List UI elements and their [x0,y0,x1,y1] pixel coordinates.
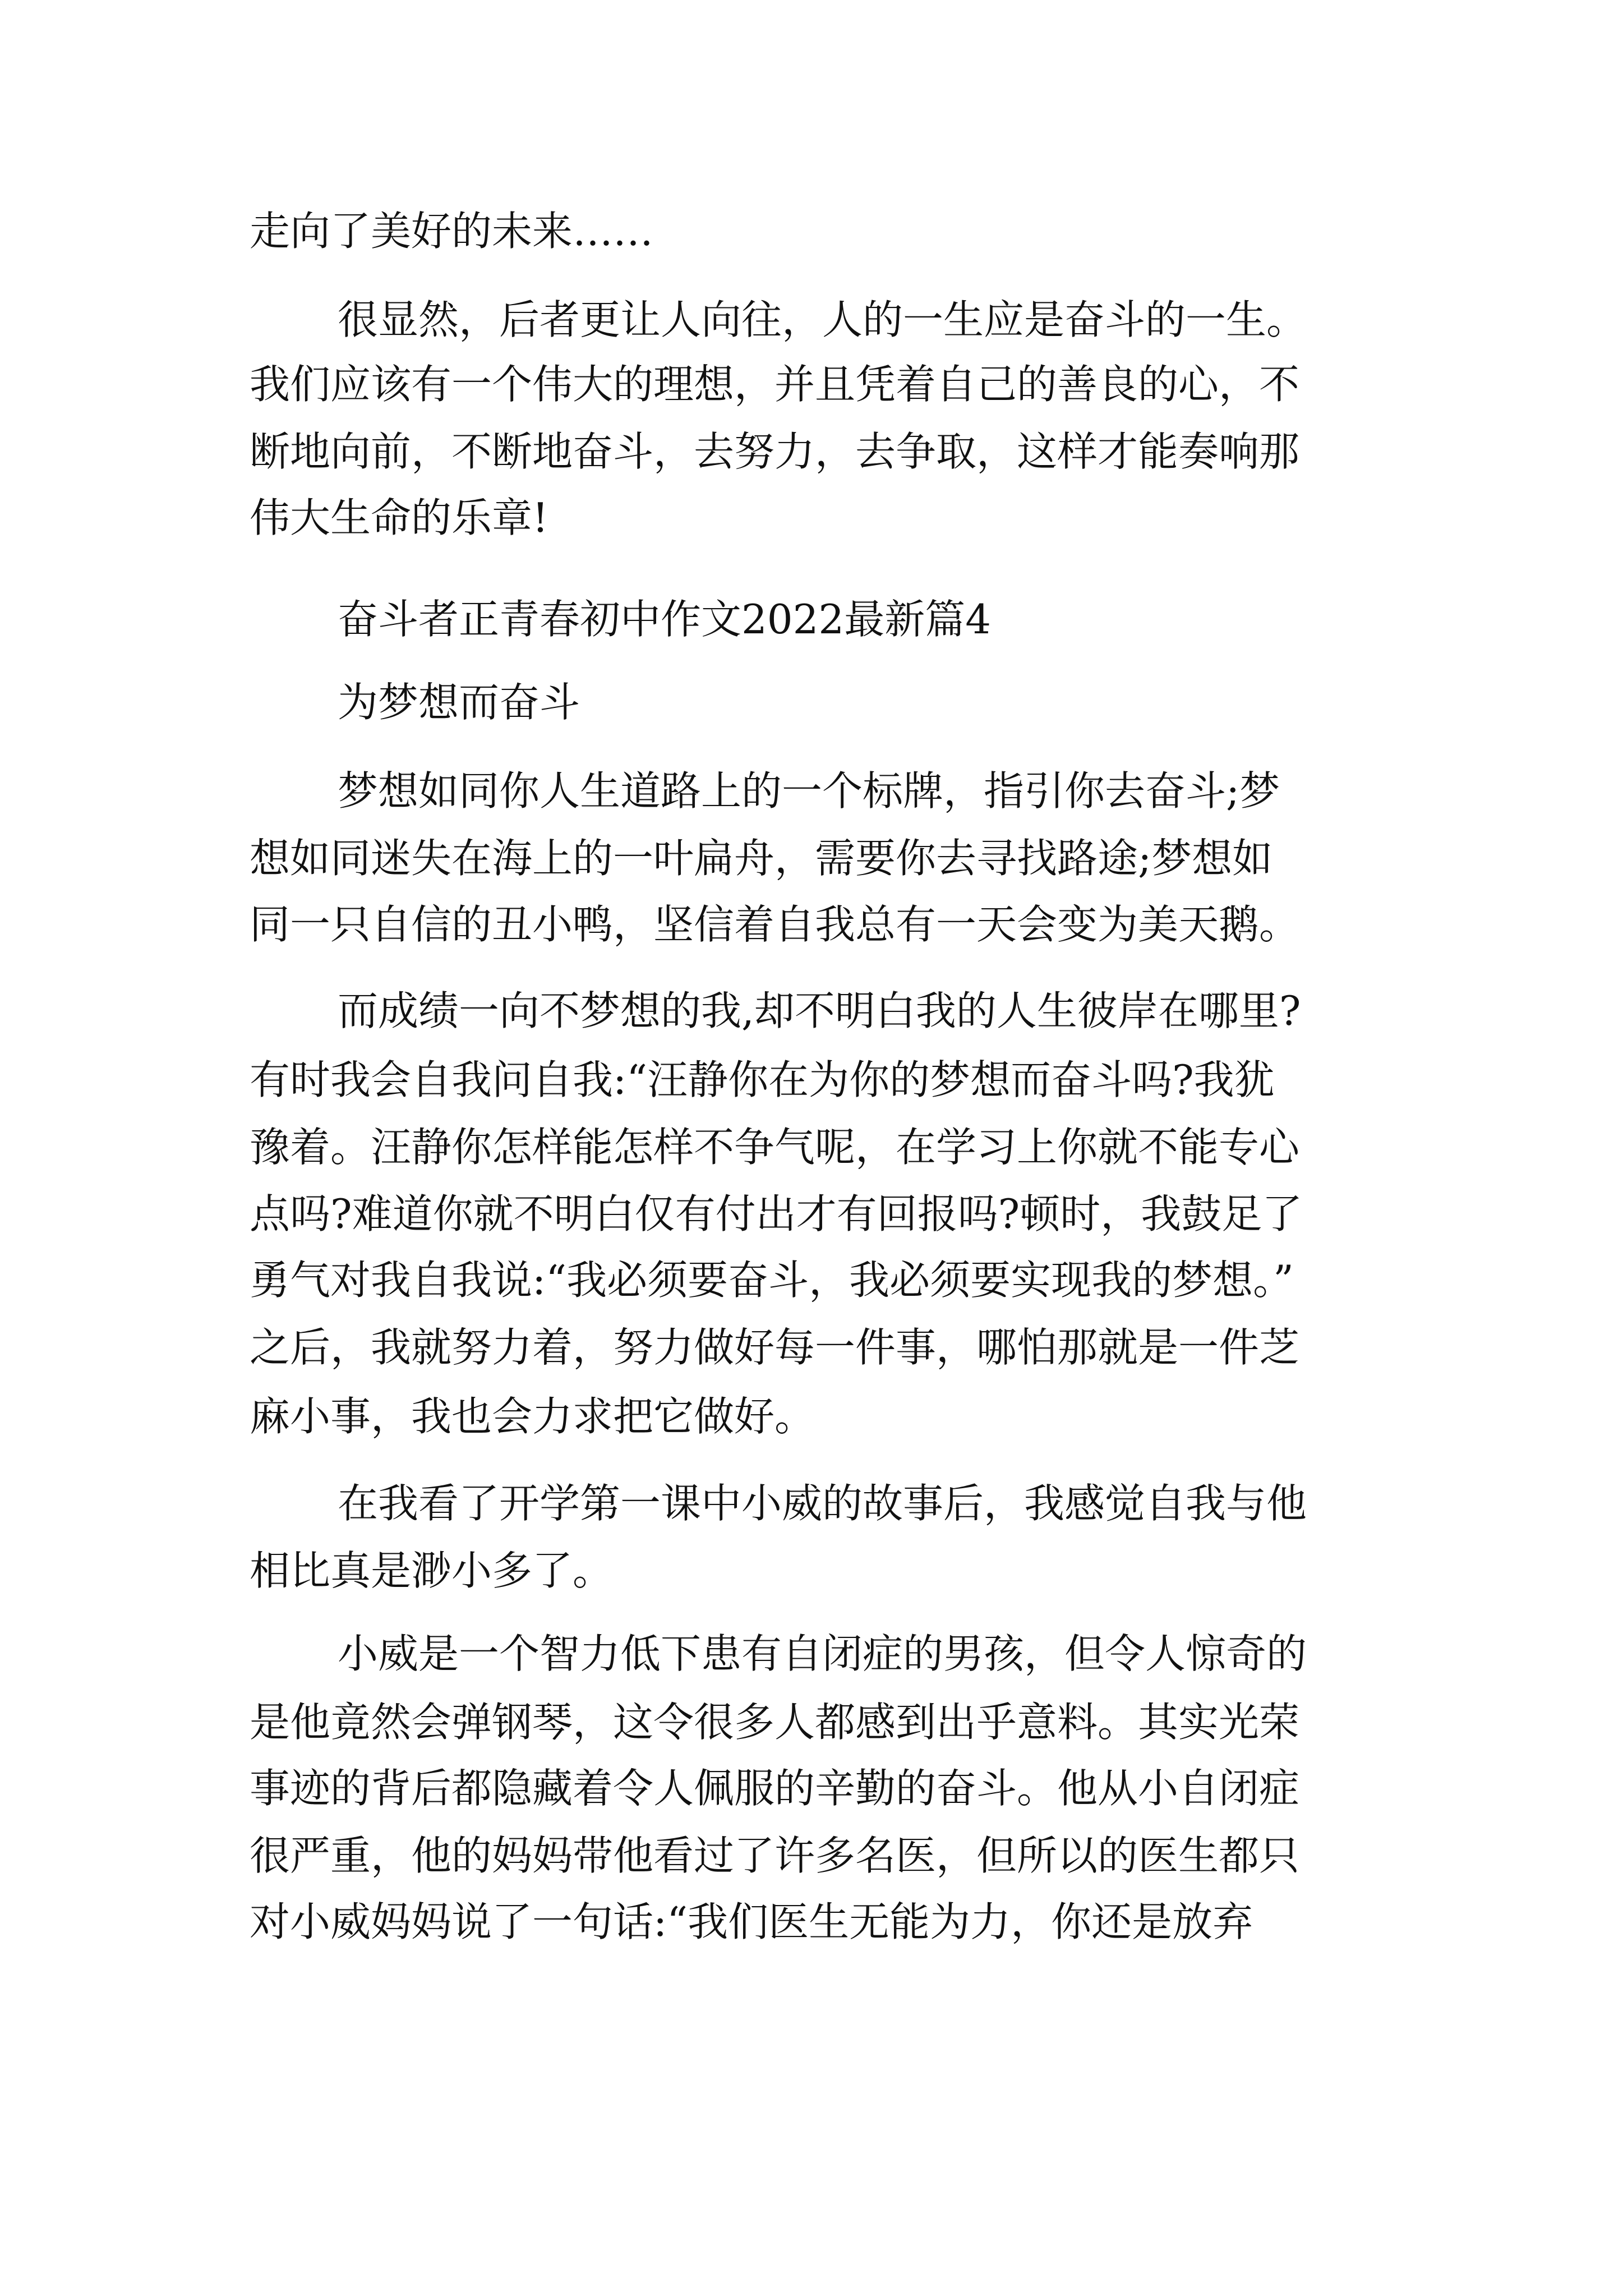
text-line: 很严重，他的妈妈带他看过了许多名医，但所以的医生都只 [250,1832,1300,1879]
section-title: 奋斗者正青春初中作文2022最新篇4 [338,596,992,643]
text-line: 梦想如同你人生道路上的一个标牌，指引你去奋斗;梦 [338,767,1280,815]
text-line: 在我看了开学第一课中小威的故事后，我感觉自我与他 [338,1480,1307,1527]
text-line: 小威是一个智力低下患有自闭症的男孩，但令人惊奇的 [338,1630,1307,1677]
text-line: 相比真是渺小多了。 [250,1547,614,1594]
text-line: 伟大生命的乐章! [250,494,548,541]
text-line: 我们应该有一个伟大的理想，并且凭着自己的善良的心，不 [250,361,1300,408]
text-line: 事迹的背后都隐藏着令人佩服的辛勤的奋斗。他从小自闭症 [250,1765,1300,1812]
text-line: 有时我会自我问自我:“汪静你在为你的梦想而奋斗吗?我犹 [250,1056,1275,1103]
text-line: 断地向前，不断地奋斗，去努力，去争取，这样才能奏响那 [250,428,1300,475]
text-line: 走向了美好的未来…… [250,208,654,255]
text-line: 之后，我就努力着，努力做好每一件事，哪怕那就是一件芝 [250,1324,1300,1371]
text-line: 麻小事，我也会力求把它做好。 [250,1393,815,1440]
text-line: 想如同迷失在海上的一叶扁舟，需要你去寻找路途;梦想如 [250,835,1273,882]
text-line: 很显然，后者更让人向往，人的一生应是奋斗的一生。 [338,296,1307,343]
text-line: 勇气对我自我说:“我必须要奋斗，我必须要实现我的梦想。” [250,1257,1294,1304]
text-line: 豫着。汪静你怎样能怎样不争气呢，在学习上你就不能专心 [250,1124,1300,1171]
text-line: 是他竟然会弹钢琴，这令很多人都感到出乎意料。其实光荣 [250,1699,1300,1746]
essay-title: 为梦想而奋斗 [338,679,580,726]
text-line: 对小威妈妈说了一句话:“我们医生无能为力，你还是放弃 [250,1898,1253,1945]
text-line: 同一只自信的丑小鸭，坚信着自我总有一天会变为美天鹅。 [250,901,1300,948]
text-line: 点吗?难道你就不明白仅有付出才有回报吗?顿时，我鼓足了 [250,1190,1303,1237]
text-line: 而成绩一向不梦想的我,却不明白我的人生彼岸在哪里? [338,987,1301,1034]
